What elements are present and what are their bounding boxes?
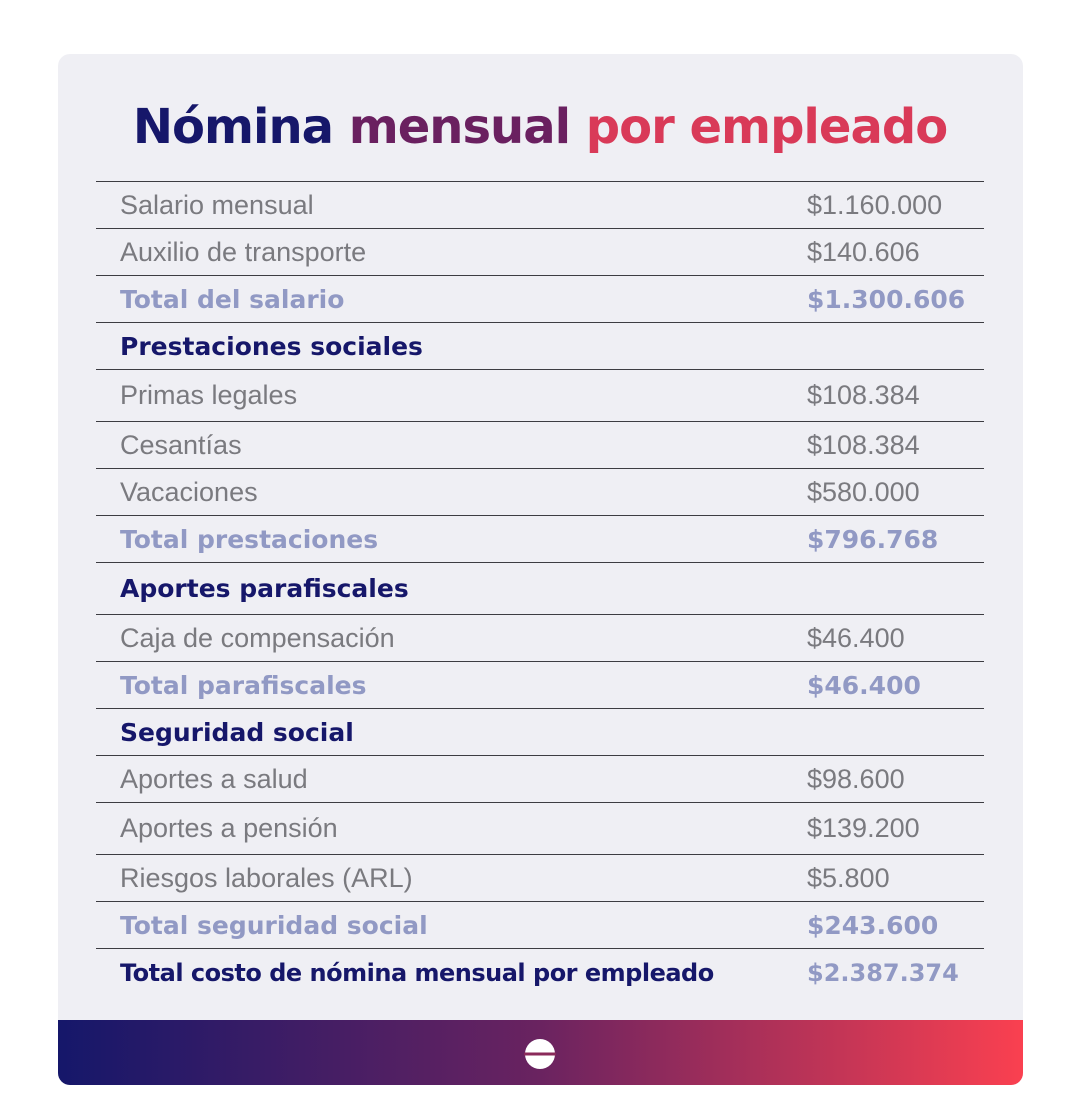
row-value: $108.384 [807, 380, 920, 410]
table-row [96, 229, 984, 276]
subtotal-value: $243.600 [807, 910, 939, 940]
section-title: Aportes parafiscales [120, 574, 409, 603]
row-value: $1.160.000 [807, 189, 943, 220]
subtotal-row [96, 516, 984, 563]
subtotal-label: Total parafiscales [120, 670, 367, 700]
row-value: $98.600 [807, 763, 905, 794]
brand-logo-icon [524, 1038, 556, 1070]
table-row [96, 370, 984, 422]
section-title: Seguridad social [120, 717, 354, 747]
table-row [96, 422, 984, 469]
section-header [96, 323, 984, 370]
grand-total-row [96, 949, 984, 997]
row-value: $140.606 [807, 236, 920, 267]
row-label: Caja de compensación [120, 622, 395, 653]
subtotal-label: Total del salario [120, 284, 345, 314]
table-row [96, 615, 984, 662]
page-title [0, 92, 1080, 162]
table-row [96, 469, 984, 516]
row-label: Vacaciones [120, 476, 258, 507]
row-label: Cesantías [120, 429, 242, 460]
subtotal-value: $796.768 [807, 524, 939, 554]
row-value: $139.200 [807, 813, 920, 843]
table-row [96, 182, 984, 229]
table-row [96, 803, 984, 855]
row-label: Riesgos laborales (ARL) [120, 862, 413, 893]
subtotal-row [96, 902, 984, 949]
row-value: $46.400 [807, 622, 905, 653]
row-label: Aportes a salud [120, 763, 308, 794]
row-label: Primas legales [120, 380, 298, 410]
footer-gradient-bar [58, 1020, 1023, 1085]
subtotal-label: Total seguridad social [120, 910, 428, 940]
row-label: Auxilio de transporte [120, 236, 367, 267]
row-label: Salario mensual [120, 189, 314, 220]
row-label: Aportes a pensión [120, 813, 338, 843]
title-part-3: por empleado [585, 99, 948, 155]
row-value: $580.000 [807, 476, 920, 507]
table-row [96, 756, 984, 803]
section-title: Prestaciones sociales [120, 331, 423, 361]
subtotal-value: $46.400 [807, 670, 921, 700]
grand-total-value: $2.387.374 [807, 959, 959, 987]
row-value: $5.800 [807, 862, 890, 893]
subtotal-row [96, 662, 984, 709]
title-part-2: mensual [348, 99, 571, 155]
subtotal-value: $1.300.606 [807, 284, 966, 314]
row-value: $108.384 [807, 429, 920, 460]
section-header [96, 709, 984, 756]
payroll-table [96, 181, 984, 997]
subtotal-row [96, 276, 984, 323]
title-part-1: Nómina [132, 99, 334, 155]
subtotal-label: Total prestaciones [120, 524, 379, 554]
grand-total-label: Total costo de nómina mensual por empleado [120, 959, 714, 987]
section-header [96, 563, 984, 615]
table-row [96, 855, 984, 902]
